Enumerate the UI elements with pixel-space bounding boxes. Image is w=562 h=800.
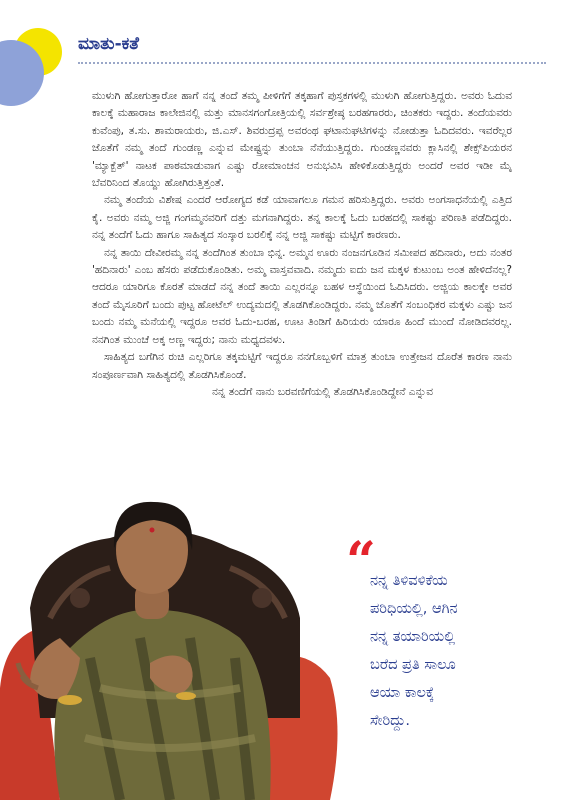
title-divider [78,62,546,64]
article-paragraph: ಮುಳುಗಿ ಹೋಗುತ್ತಾರೋ ಹಾಗೆ ನನ್ನ ತಂದೆ ತಮ್ಮ ಪೀಳಿಗೆಗೆ ತಕ್ಕಹಾಗೆ ಪುಸ್ತಕಗಳಲ್ಲಿ ಮುಳುಗಿ ಹೋಗುತ್ತಿದ್ದರು. ಅವರು ಓದುವ ಕಾಲಕ್ಕೆ ಮಹಾರಾಜ ಕಾಲೇಜಿನಲ್ಲಿ ಮತ್ತು ಮಾನಸಗಂಗೋತ್ರಿಯಲ್ಲಿ ಸರ್ವಶ್ರೇಷ್ಠ ಬರಹಗಾರರು, ಚಿಂತಕರು ಇದ್ದರು. ತಂದೆಯವರು ಕುವೆಂಪು, ತ.ಸು. ಶಾಮರಾಯರು, ಜಿ.ಎಸ್. ಶಿವರುದ್ರಪ್ಪ ಅವರಂಥ ಘಟಾನುಘಟಿಗಳನ್ನು ನೋಡುತ್ತಾ ಓದಿದವರು. ಇವರೆಲ್ಲರ ಜೊತೆಗೆ ನಮ್ಮ ತಂದೆ ಗುಂಡಣ್ಣ ಎನ್ನುವ ಮೇಷ್ಟ್ರನ್ನು ತುಂಬಾ ನೆನೆಯುತ್ತಿದ್ದರು. ಗುಂಡಣ್ಣನವರು ಕ್ಲಾಸಿನಲ್ಲಿ ಶೇಕ್ಸ್‌ಪಿಯರನ 'ಮ್ಯಾಕ್ಬೆತ್' ನಾಟಕ ಪಾಠಮಾಡುವಾಗ ಎಷ್ಟು ರೋಮಾಂಚನ ಅನುಭವಿಸಿ ಹೇಳಿಕೊಡುತ್ತಿದ್ದರು ಅಂದರೆ ಅವರ ಇಡೀ ಮೈ ಬೆವರಿನಿಂದ ತೊಯ್ದು ಹೋಗಿರುತ್ತಿತ್ತಂತೆ. [92,90,512,190]
article-paragraph: ನನ್ನ ತಂದೆಗೆ ನಾನು ಬರವಣಿಗೆಯಲ್ಲಿ ತೊಡಗಿಸಿಕೊಂಡಿದ್ದೇನೆ ಎನ್ನುವ [212,385,434,398]
author-photo [0,488,340,800]
pull-quote-line: ಪರಿಧಿಯಲ್ಲಿ, ಆಗಿನ [370,601,458,617]
section-title: ಮಾತು-ಕತೆ [78,34,139,54]
article-paragraph: ನಮ್ಮ ತಂದೆಯ ವಿಶೇಷ ಎಂದರೆ ಆರೋಗ್ಯದ ಕಡೆ ಯಾವಾಗಲೂ ಗಮನ ಹರಿಸುತ್ತಿದ್ದರು. ಅವರು ಅಂಗಸಾಧನೆಯಲ್ಲಿ ಎತ್ತಿದ ಕೈ. ಅವರು ನಮ್ಮ ಅಜ್ಜಿ ಗಂಗಮ್ಮನವರಿಗೆ ದತ್ತು ಮಗನಾಗಿದ್ದರು. ತನ್ನ ಕಾಲಕ್ಕೆ ಓದು ಬರಹದಲ್ಲಿ ಸಾಕಷ್ಟು ಪರಿಣತಿ ಪಡೆದಿದ್ದರು. ನನ್ನ ತಂದೆಗೆ ಓದು ಹಾಗೂ ಸಾಹಿತ್ಯದ ಸಂಸ್ಕಾರ ಬರಲಿಕ್ಕೆ ನನ್ನ ಅಜ್ಜಿ ಸಾಕಷ್ಟು ಮಟ್ಟಿಗೆ ಕಾರಣರು. [92,194,512,242]
quote-mark-icon: “ [346,531,376,592]
article-paragraph: ಸಾಹಿತ್ಯದ ಬಗೆಗಿನ ರುಚಿ ಎಲ್ಲರಿಗೂ ತಕ್ಕಮಟ್ಟಿಗೆ ಇದ್ದರೂ ನನಗೊಬ್ಬಳಿಗೆ ಮಾತ್ರ ತುಂಬಾ ಉತ್ತೇಜನ ದೊರೆತ ಕಾರಣ ನಾನು ಸಂಪೂರ್ಣವಾಗಿ ಸಾಹಿತ್ಯದಲ್ಲಿ ತೊಡಗಿಸಿಕೊಂಡೆ. [92,351,512,381]
pull-quote-line: ಸೇರಿದ್ದು. [370,713,411,729]
pull-quote-line: ಆಯಾ ಕಾಲಕ್ಕೆ [370,685,435,701]
pull-quote [370,567,550,735]
pull-quote-line: ನನ್ನ ತಯಾರಿಯಲ್ಲಿ [370,629,456,645]
article-body [92,88,512,401]
pull-quote-line: ನನ್ನ ತಿಳಿವಳಿಕೆಯ [370,573,448,589]
article-paragraph: ನನ್ನ ತಾಯಿ ದೇವೀರಮ್ಮ ನನ್ನ ತಂದೆಗಿಂತ ತುಂಬಾ ಭಿನ್ನ. ಅಮ್ಮನ ಊರು ನಂಜನಗೂಡಿನ ಸಮೀಪದ ಹದಿನಾರು, ಅದು ನಂತರ 'ಹದಿನಾರು' ಎಂಬ ಹೆಸರು ಪಡೆದುಕೊಂಡಿತು. ಅಮ್ಮ ವಾಸ್ತವವಾದಿ. ನಮ್ಮದು ಐದು ಜನ ಮಕ್ಕಳ ಕುಟುಂಬ ಅಂತ ಹೇಳಿದೆನಲ್ಲ? ಆದರೂ ಯಾರಿಗೂ ಕೊರತೆ ಮಾಡದೆ ನನ್ನ ತಂದೆ ತಾಯಿ ಎಲ್ಲರನ್ನೂ ಬಹಳ ಆಸ್ಥೆಯಿಂದ ಓದಿಸಿದರು. ಅಜ್ಜಿಯ ಕಾಲಕ್ಕೇ ಅವರ ತಂದೆ ಮೈಸೂರಿಗೆ ಬಂದು ಪುಟ್ಟ ಹೋಟೆಲ್ ಉದ್ಯಮದಲ್ಲಿ ತೊಡಗಿಕೊಂಡಿದ್ದರು. ನಮ್ಮ ಜೊತೆಗೆ ಸಂಬಂಧಿಕರ ಮಕ್ಕಳು ಎಷ್ಟು ಜನ ಬಂದು ನಮ್ಮ ಮನೆಯಲ್ಲಿ ಇದ್ದರೂ ಅವರ ಓದು-ಬರಹ, ಊಟ ತಿಂಡಿಗೆ ಹಿರಿಯರು ಯಾರೂ ಹಿಂದೆ ಮುಂದೆ ನೋಡಿದವರಲ್ಲ. ನನಗಿಂತ ಮುಂಚೆ ಅಕ್ಕ ಅಣ್ಣ ಇದ್ದರು; ನಾನು ಮಧ್ಯದವಳು. [92,246,512,346]
pull-quote-line: ಬರೆದ ಪ್ರತಿ ಸಾಲೂ [370,657,456,673]
